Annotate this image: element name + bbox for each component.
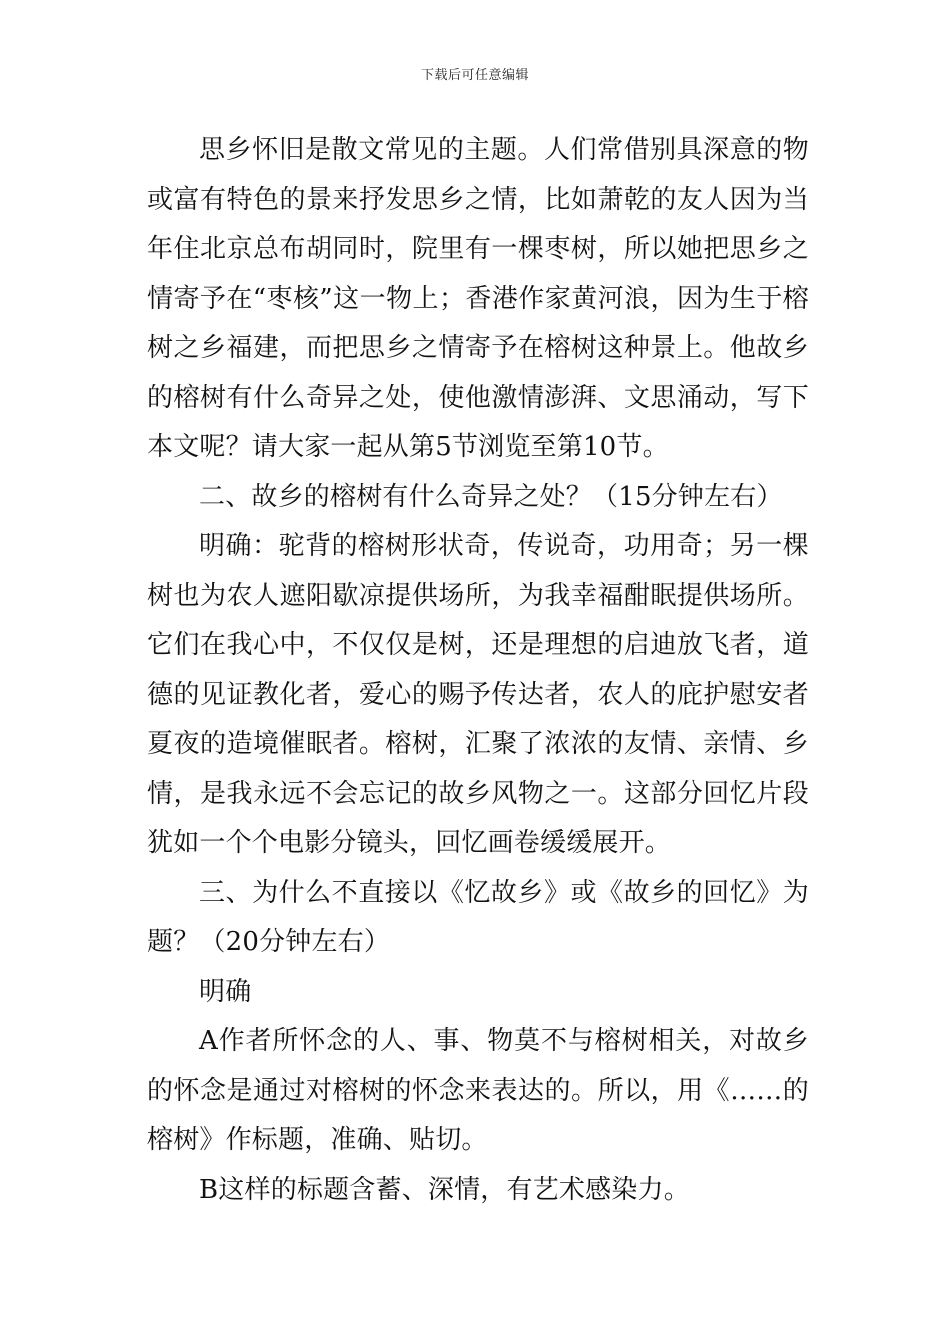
paragraph-point-b: B这样的标题含蓄、深情，有艺术感染力。 [199, 1174, 690, 1205]
header-note: 下载后可任意编辑 [420, 68, 529, 83]
paragraph-intro: 思乡怀旧是散文常见的主题。人们常借别具深意的物或富有特色的景来抒发思乡之情，比如萧乾的友人因为当年住北京总布胡同时，院里有一棵枣树，所以她把思乡之情寄予在“枣核”这一物上；香港作家黄河浪，因为生于榕树之乡福建，而把思乡之情寄予在榕树这种景上。他故乡的榕树有什么奇异之处，使他激情澎湃、文思涌动，写下本文呢？请大家一起从第5节浏览至第10节。 [147, 135, 809, 462]
paragraph-answer-two: 明确：驼背的榕树形状奇，传说奇，功用奇；另一棵树也为农人遮阳歇凉提供场所，为我幸福酣眠提供场所。它们在我心中，不仅仅是树，还是理想的启迪放飞者，道德的见证教化者，爱心的赐予传达者，农人的庇护慰安者夏夜的造境催眠者。榕树，汇聚了浓浓的友情、亲情、乡情，是我永远不会忘记的故乡风物之一。这部分回忆片段犹如一个个电影分镜头，回忆画卷缓缓展开。 [147, 531, 809, 858]
heading-question-three: 三、为什么不直接以《忆故乡》或《故乡的回忆》为题？（20分钟左右） [147, 877, 809, 957]
paragraph-point-a: A作者所怀念的人、事、物莫不与榕树相关，对故乡的怀念是通过对榕树的怀念来表达的。所以，用《……的榕树》作标题，准确、贴切。 [147, 1026, 809, 1155]
heading-question-two: 二、故乡的榕树有什么奇异之处？（15分钟左右） [199, 481, 783, 512]
label-answer: 明确 [199, 976, 252, 1007]
document-body [147, 126, 809, 1215]
